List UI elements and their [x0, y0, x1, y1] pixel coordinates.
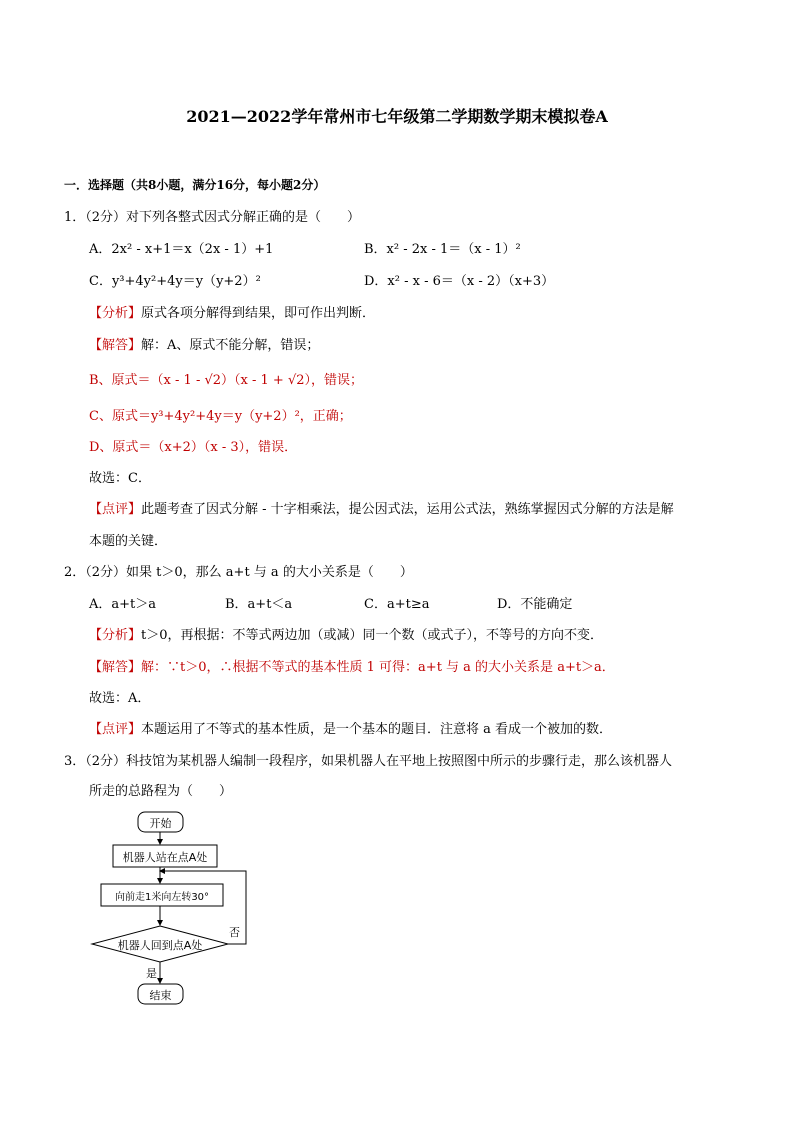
flow-step1-label: 机器人站在点A处: [122, 851, 208, 864]
q2-comment: [89, 718, 612, 737]
answer-text: 解：A、原式不能分解，错误；: [141, 338, 320, 353]
q1-option-b: B．x² - 2x - 1＝（x - 1）²: [364, 242, 521, 257]
flow-start-label: 开始: [149, 817, 172, 830]
flowchart-svg: [85, 808, 260, 1008]
q1-choice: 故选：C．: [89, 471, 151, 486]
flowchart: [85, 808, 260, 1008]
q2-option-b: B．a+t＜a: [225, 597, 293, 612]
q1-comment-cont: 本题的关键．: [89, 534, 168, 549]
q1-option-c: C．y³+4y²+4y＝y（y+2）²: [89, 274, 261, 289]
page-title: 2021—2022学年常州市七年级第二学期数学期末模拟卷A: [186, 107, 608, 126]
section-heading: 一．选择题（共8小题，满分16分，每小题2分）: [64, 178, 326, 192]
flow-decision-label: 机器人回到点A处: [117, 939, 203, 952]
answer-label: 【解答】: [89, 660, 142, 675]
q1-option-a: A．2x² - x+1＝x（2x - 1）+1: [89, 242, 274, 257]
q2-option-d: D．不能确定: [497, 597, 573, 612]
comment-text: 此题考查了因式分解 - 十字相乘法，提公因式法，运用公式法，熟练掌握因式分解的方法是解: [141, 502, 674, 517]
analysis-text: t＞0，再根据：不等式两边加（或减）同一个数（或式子），不等号的方向不变．: [141, 628, 604, 643]
q1-solution-b: B、原式＝（x - 1 - √2）（x - 1 + √2），错误；: [89, 373, 363, 388]
analysis-label: 【分析】: [89, 306, 142, 321]
q2-option-c: C．a+t≥a: [364, 597, 430, 612]
q2-analysis: [89, 624, 603, 643]
q1-option-d: D．x² - x - 6＝（x - 2）（x+3）: [364, 274, 555, 289]
q1-analysis: [89, 302, 375, 321]
flow-end-label: 结束: [149, 989, 172, 1002]
flow-yes-label: 是: [146, 967, 157, 980]
comment-label: 【点评】: [89, 722, 142, 737]
q1-solution-c: C、原式＝y³+4y²+4y＝y（y+2）²，正确；: [89, 409, 352, 424]
flow-no-label: 否: [229, 926, 240, 939]
q1-answer: [89, 334, 319, 353]
analysis-text: 原式各项分解得到结果，即可作出判断．: [141, 306, 376, 321]
flow-step2-label: 向前走1米向左转30°: [114, 892, 210, 903]
question-1-stem: 1．（2分）对下列各整式因式分解正确的是（ ）: [64, 210, 361, 225]
comment-label: 【点评】: [89, 502, 142, 517]
answer-text: 解：∵t＞0，∴根据不等式的基本性质 1 可得：a+t 与 a 的大小关系是 a+t＞a．: [141, 660, 615, 675]
q1-comment: [89, 498, 674, 517]
question-3-stem-cont: 所走的总路程为（ ）: [89, 784, 233, 799]
analysis-label: 【分析】: [89, 628, 142, 643]
question-3-stem: 3．（2分）科技馆为某机器人编制一段程序，如果机器人在平地上按照图中所示的步骤行走，那么该机器人: [64, 754, 673, 769]
q2-answer: [89, 656, 615, 675]
q2-choice: 故选：A．: [89, 691, 151, 706]
q1-solution-d: D、原式＝（x+2）（x - 3），错误．: [89, 440, 298, 455]
comment-text: 本题运用了不等式的基本性质，是一个基本的题目．注意将 a 看成一个被加的数．: [141, 722, 613, 737]
answer-label: 【解答】: [89, 338, 142, 353]
q2-option-a: A．a+t＞a: [89, 597, 157, 612]
question-2-stem: 2．（2分）如果 t＞0，那么 a+t 与 a 的大小关系是（ ）: [64, 565, 413, 580]
